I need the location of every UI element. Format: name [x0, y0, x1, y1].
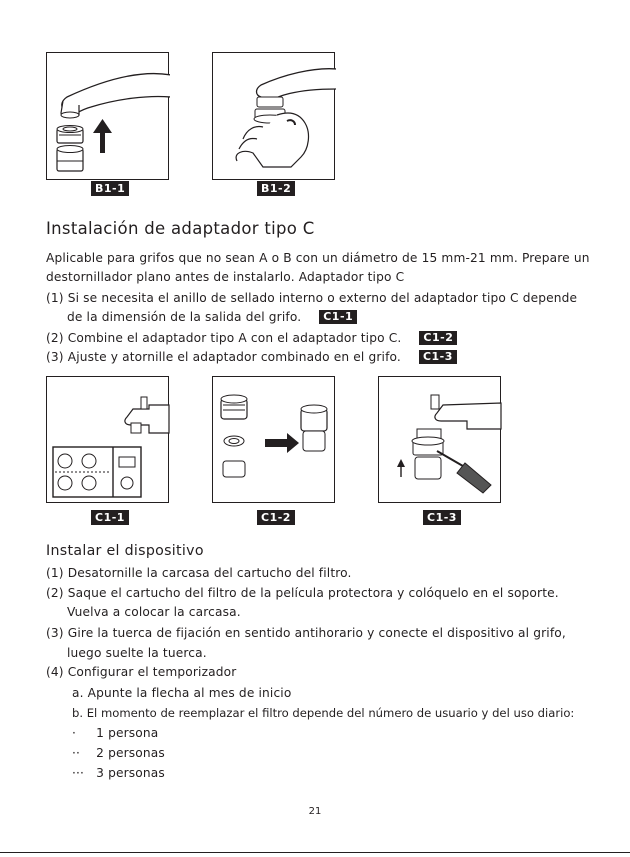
figure-label: C1-3 — [423, 510, 461, 525]
tap-and-seal-rings-illustration — [47, 377, 170, 504]
figure-label: B1-2 — [257, 181, 295, 196]
step-text: (2) Combine el adaptador tipo A con el adaptador tipo C. — [46, 331, 402, 345]
combine-adapters-illustration — [213, 377, 336, 504]
step-line: (1) Desatornille la carcasa del cartucho del filtro. — [46, 566, 352, 580]
paragraph-line: destornillador plano antes de instalarlo. Adaptador tipo C — [46, 270, 405, 284]
figure-label: C1-2 — [257, 510, 295, 525]
step-line: (3) Gire la tuerca de fijación en sentido antihorario y conecte el dispositivo al grifo, — [46, 626, 566, 640]
figure-c1-3 — [378, 376, 501, 524]
step-line: (2) Saque el cartucho del filtro de la película protectora y colóquelo en el soporte. — [46, 586, 559, 600]
figure-b1-2 — [212, 52, 335, 195]
sub-step-line: a. Apunte la flecha al mes de inicio — [72, 686, 292, 700]
figure-label: B1-1 — [91, 181, 129, 196]
figure-label: C1-1 — [91, 510, 129, 525]
page-number: 21 — [308, 806, 322, 817]
hand-adapter-illustration — [213, 53, 336, 181]
figure-ref-badge: C1-2 — [419, 331, 457, 345]
figure-c1-1 — [46, 376, 169, 524]
user-count-item: ··· 3 personas — [72, 766, 165, 780]
step-line: (1) Si se necesita el anillo de sellado interno o externo del adaptador tipo C depende — [46, 291, 578, 305]
step-text: (3) Ajuste y atornille el adaptador combinado en el grifo. — [46, 350, 401, 364]
step-text: de la dimensión de la salida del grifo. — [67, 310, 302, 324]
step-line — [67, 310, 357, 324]
step-line — [46, 331, 457, 345]
figure-b1-1 — [46, 52, 169, 195]
figure-ref-badge: C1-1 — [319, 310, 357, 324]
section-title-instalar: Instalar el dispositivo — [46, 543, 204, 559]
step-line: luego suelte la tuerca. — [67, 646, 207, 660]
figure-ref-badge: C1-3 — [419, 350, 457, 364]
figure-c1-2 — [212, 376, 335, 524]
step-line — [46, 350, 457, 364]
section-title-adaptador-c: Instalación de adaptador tipo C — [46, 219, 315, 238]
sub-step-line: b. El momento de reemplazar el filtro depende del número de usuario y del uso diario: — [72, 706, 575, 720]
screwdriver-install-illustration — [379, 377, 502, 504]
user-count-item: ·· 2 personas — [72, 746, 165, 760]
step-line: (4) Configurar el temporizador — [46, 665, 237, 679]
footer-rule — [0, 852, 630, 853]
faucet-adapter-illustration — [47, 53, 170, 181]
step-line: Vuelva a colocar la carcasa. — [67, 605, 241, 619]
paragraph-line: Aplicable para grifos que no sean A o B con un diámetro de 15 mm-21 mm. Prepare un — [46, 251, 590, 265]
user-count-item: · 1 persona — [72, 726, 159, 740]
